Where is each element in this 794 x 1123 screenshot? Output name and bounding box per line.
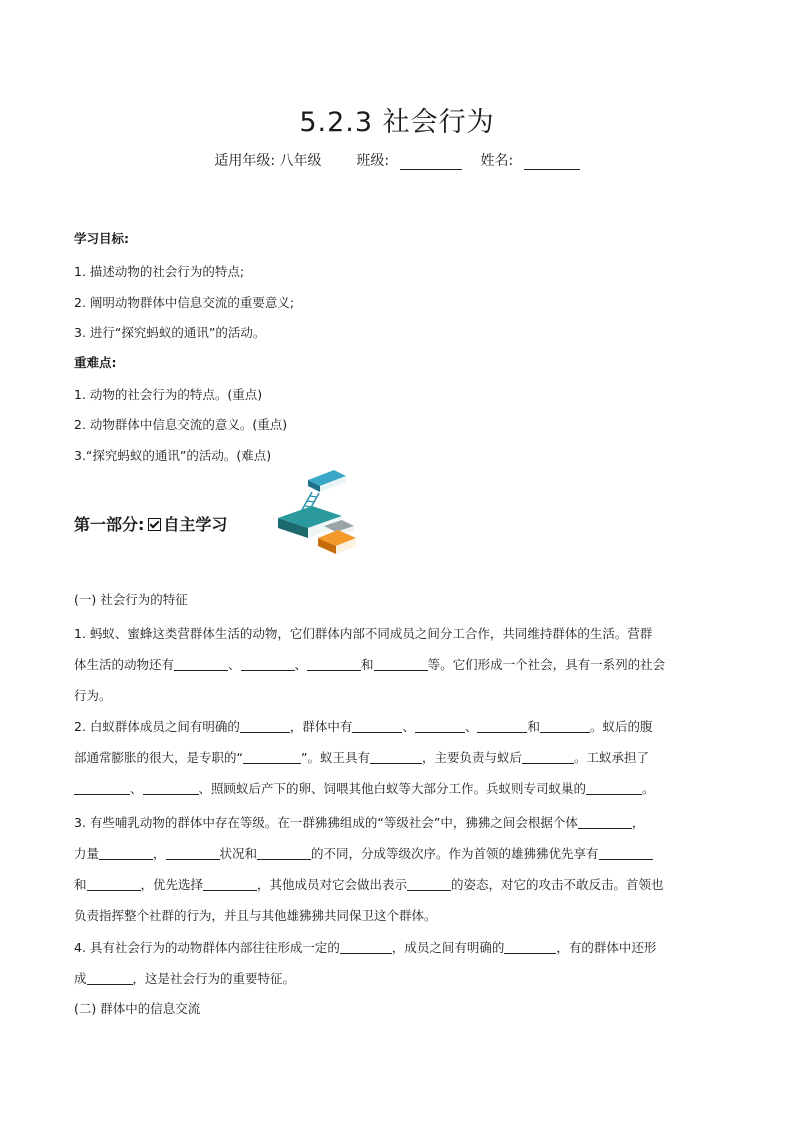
section2-heading: (二) 群体中的信息交流 (74, 1001, 201, 1016)
fill-blank[interactable] (374, 658, 428, 671)
objective-item: 2. 阐明动物群体中信息交流的重要意义; (74, 295, 295, 310)
text: 体生活的动物还有 (74, 657, 175, 672)
fill-blank[interactable] (340, 941, 392, 954)
text: ，主要负责与蚁后 (421, 750, 522, 765)
fill-blank[interactable] (166, 847, 220, 860)
text: 2. 白蚁群体成员之间有明确的 (74, 719, 240, 734)
books-icon (272, 466, 358, 556)
section1-heading: (一) 社会行为的特征 (74, 592, 188, 607)
fill-blank[interactable] (99, 847, 153, 860)
fill-blank[interactable] (370, 751, 422, 764)
text: 。 (642, 781, 655, 796)
class-blank[interactable] (400, 155, 462, 170)
part1-heading (74, 512, 227, 535)
objective-item: 3. 进行“探究蚂蚁的通讯”的活动。 (74, 325, 266, 340)
fill-blank[interactable] (578, 816, 632, 829)
p3-line-c (74, 875, 664, 893)
text: 等。它们形成一个社会，具有一系列的社会 (427, 657, 666, 672)
fill-blank[interactable] (540, 720, 590, 733)
fill-blank[interactable] (203, 878, 257, 891)
text: ”。蚁王具有 (300, 750, 370, 765)
fill-blank[interactable] (243, 751, 301, 764)
text: 、 (294, 657, 308, 672)
text: 力量 (74, 846, 100, 861)
p3-line-a (74, 813, 644, 831)
fill-blank[interactable] (352, 720, 402, 733)
p1-line-a: 1. 蚂蚁、蜜蜂这类营群体生活的动物，它们群体内部不同成员之间分工合作，共同维持群体的生活。营群 (74, 626, 653, 641)
fill-blank[interactable] (522, 751, 574, 764)
text: 。工蚁承担了 (573, 750, 649, 765)
text: 、 (130, 781, 143, 796)
objective-item: 1. 描述动物的社会行为的特点; (74, 264, 245, 279)
fill-blank[interactable] (241, 658, 295, 671)
fill-blank[interactable] (477, 720, 527, 733)
p1-line-b (74, 655, 665, 673)
fill-blank[interactable] (174, 658, 228, 671)
fill-blank[interactable] (74, 782, 130, 795)
fill-blank[interactable] (87, 878, 141, 891)
text: ，其他成员对它会做出表示 (257, 877, 408, 892)
fill-blank[interactable] (257, 847, 311, 860)
page-title: 5.2.3 社会行为 (299, 107, 495, 138)
text: 部通常膨胀的很大，是专职的“ (74, 750, 243, 765)
class-label: 班级: (356, 153, 390, 169)
objectives-heading: 学习目标: (74, 231, 129, 246)
p2-line-a (74, 717, 652, 735)
text: ，有的群体中还形 (556, 940, 657, 955)
p4-line-b (74, 969, 295, 987)
text: 状况和 (219, 846, 258, 861)
text: 4. 具有社会行为的动物群体内部往往形成一定的 (74, 940, 340, 955)
text: ， (631, 815, 645, 830)
name-blank[interactable] (524, 155, 580, 170)
text: ，成员之间有明确的 (391, 940, 505, 955)
text: 、 (402, 719, 415, 734)
text: ，优先选择 (140, 877, 204, 892)
text: 和 (361, 657, 374, 672)
text: 和 (74, 877, 87, 892)
key-point-item: 2. 动物群体中信息交流的意义。(重点) (74, 417, 288, 432)
text: ，群体中有 (289, 719, 353, 734)
fill-blank[interactable] (143, 782, 199, 795)
part1-prefix: 第一部分: (74, 515, 145, 534)
p3-line-b (74, 844, 653, 862)
name-label: 姓名: (480, 153, 514, 169)
p3-line-d: 负责指挥整个社群的行为，并且与其他雄狒狒共同保卫这个群体。 (74, 908, 437, 923)
meta-line (0, 150, 794, 170)
text: 。蚁后的腹 (589, 719, 653, 734)
p2-line-c (74, 779, 655, 797)
fill-blank[interactable] (307, 658, 361, 671)
p1-line-c: 行为。 (74, 688, 112, 703)
text: 的不同，分成等级次序。作为首领的雄狒狒优先享有 (311, 846, 599, 861)
text: 、 (228, 657, 241, 672)
key-points-heading: 重难点: (74, 355, 117, 370)
text: 、照顾蚁后产下的卵、饲喂其他白蚁等大部分工作。兵蚁则专司蚁巢的 (198, 781, 587, 796)
text: ，这是社会行为的重要特征。 (132, 971, 296, 986)
text: 3. 有些哺乳动物的群体中存在等级。在一群狒狒组成的“等级社会”中，狒狒之间会根据个体 (74, 815, 578, 830)
fill-blank[interactable] (599, 847, 653, 860)
fill-blank[interactable] (87, 972, 133, 985)
fill-blank[interactable] (504, 941, 556, 954)
fill-blank[interactable] (407, 878, 451, 891)
p2-line-b (74, 748, 649, 766)
grade-label: 适用年级: 八年级 (214, 153, 322, 169)
key-point-item: 3.“探究蚂蚁的通讯”的活动。(难点) (74, 448, 272, 463)
text: 、 (464, 719, 478, 734)
p4-line-a (74, 938, 656, 956)
text: 的姿态，对它的攻击不敢反击。首领也 (451, 877, 664, 892)
fill-blank[interactable] (415, 720, 465, 733)
fill-blank[interactable] (240, 720, 290, 733)
part1-label: 自主学习 (163, 515, 228, 534)
fill-blank[interactable] (586, 782, 642, 795)
text: ， (153, 846, 166, 861)
checkbox-icon (148, 518, 161, 531)
text: 成 (74, 971, 87, 986)
key-point-item: 1. 动物的社会行为的特点。(重点) (74, 387, 263, 402)
text: 和 (527, 719, 540, 734)
